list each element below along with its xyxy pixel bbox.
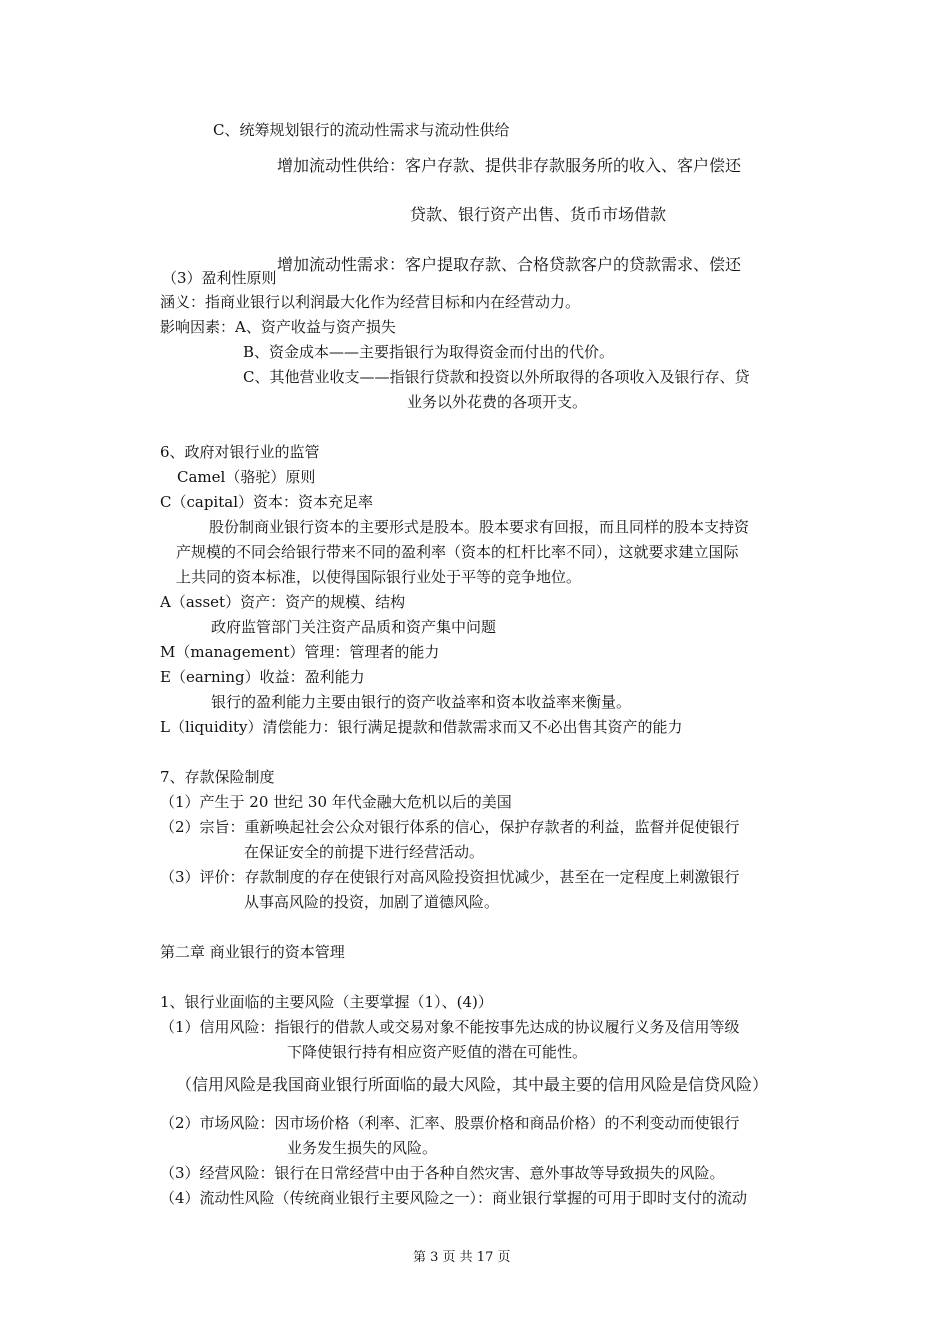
- text-line: C、统筹规划银行的流动性需求与流动性供给: [213, 121, 510, 139]
- chapter-heading: 第二章 商业银行的资本管理: [160, 943, 345, 961]
- text-line: （2）市场风险：因市场价格（利率、汇率、股票价格和商品价格）的不利变动而使银行: [160, 1114, 740, 1132]
- text-line: 业务发生损失的风险。: [287, 1139, 438, 1157]
- text-line: 从事高风险的投资，加剧了道德风险。: [244, 893, 500, 911]
- text-line: 下降使银行持有相应资产贬值的潜在可能性。: [287, 1043, 588, 1061]
- text-line: （2）宗旨：重新唤起社会公众对银行体系的信心，保护存款者的利益，监督并促使银行: [160, 818, 740, 836]
- text-line: 影响因素：A、资产收益与资产损失: [160, 318, 396, 336]
- text-line: （信用风险是我国商业银行所面临的最大风险，其中最主要的信用风险是信贷风险）: [176, 1075, 769, 1094]
- section-heading: 1、银行业面临的主要风险（主要掌握（1）、(4)）: [160, 993, 493, 1011]
- text-line: Camel（骆驼）原则: [177, 468, 316, 486]
- section-heading: 7、存款保险制度: [160, 768, 275, 786]
- text-line: （3）评价：存款制度的存在使银行对高风险投资担忧减少，甚至在一定程度上刺激银行: [160, 868, 740, 886]
- text-line: 股份制商业银行资本的主要形式是股本。股本要求有回报，而且同样的股本支持资: [209, 518, 750, 536]
- text-line: 上共同的资本标准，以使得国际银行业处于平等的竞争地位。: [176, 568, 582, 586]
- text-line: 产规模的不同会给银行带来不同的盈利率（资本的杠杆比率不同），这就要求建立国际: [176, 543, 739, 561]
- text-line: M（management）管理：管理者的能力: [160, 643, 440, 661]
- text-line: （4）流动性风险（传统商业银行主要风险之一）：商业银行掌握的可用于即时支付的流动: [160, 1189, 748, 1207]
- text-line: （1）产生于 20 世纪 30 年代金融大危机以后的美国: [160, 793, 512, 811]
- page-footer: 第 3 页 共 17 页: [413, 1250, 511, 1265]
- text-line: （3）经营风险：银行在日常经营中由于各种自然灾害、意外事故等导致损失的风险。: [160, 1164, 725, 1182]
- text-line: C（capital）资本：资本充足率: [160, 493, 373, 511]
- text-line: E（earning）收益：盈利能力: [160, 668, 365, 686]
- text-line: 增加流动性供给：客户存款、提供非存款服务所的收入、客户偿还: [277, 156, 742, 175]
- text-line: 政府监管部门关注资产品质和资产集中问题: [211, 618, 497, 636]
- text-line: 贷款、银行资产出售、货币市场借款: [410, 205, 667, 224]
- text-line: 业务以外花费的各项开支。: [407, 393, 588, 411]
- text-line: 在保证安全的前提下进行经营活动。: [244, 843, 485, 861]
- text-line: （1）信用风险：指银行的借款人或交易对象不能按事先达成的协议履行义务及信用等级: [160, 1018, 740, 1036]
- text-line: L（liquidity）清偿能力：银行满足提款和借款需求而又不必出售其资产的能力: [160, 718, 683, 736]
- text-line: （3）盈利性原则: [162, 269, 277, 287]
- text-line: A（asset）资产：资产的规模、结构: [160, 593, 406, 611]
- section-heading: 6、政府对银行业的监管: [160, 443, 320, 461]
- text-line: 涵义：指商业银行以利润最大化作为经营目标和内在经营动力。: [160, 293, 581, 311]
- text-line: 增加流动性需求：客户提取存款、合格贷款客户的贷款需求、偿还: [277, 255, 742, 274]
- text-line: 银行的盈利能力主要由银行的资产收益率和资本收益率来衡量。: [211, 693, 632, 711]
- text-line: B、资金成本——主要指银行为取得资金而付出的代价。: [243, 343, 615, 361]
- text-line: C、其他营业收支——指银行贷款和投资以外所取得的各项收入及银行存、贷: [243, 368, 750, 386]
